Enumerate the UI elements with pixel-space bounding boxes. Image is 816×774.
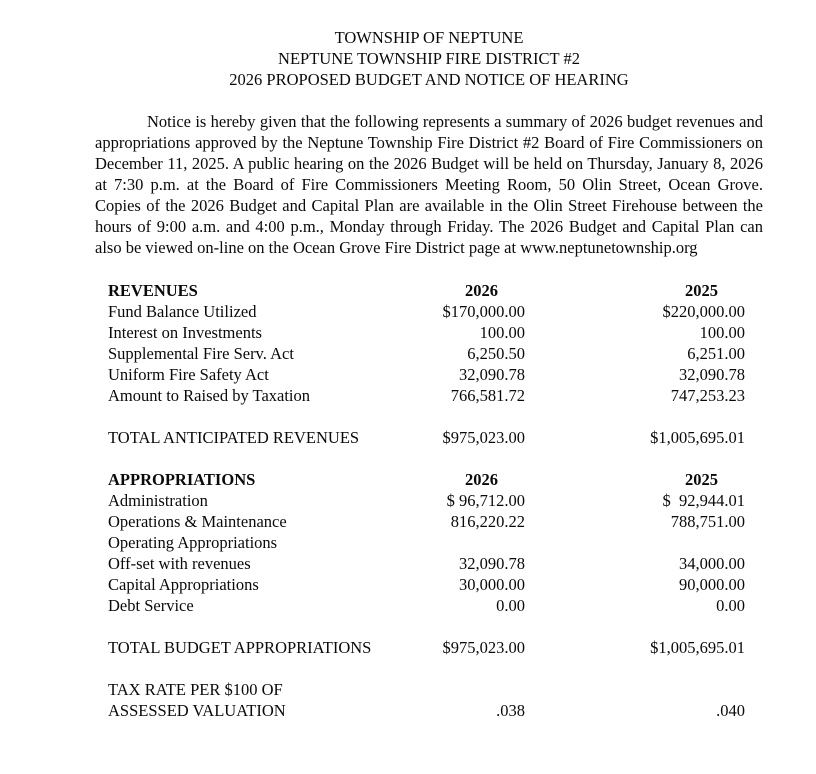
table-row-supplemental: [108, 343, 745, 364]
total-revenues-2025: $1,005,695.01: [650, 428, 745, 447]
value-2025: 34,000.00: [679, 554, 745, 573]
total-anticipated-revenues-row: [108, 427, 745, 448]
column-gap: [525, 553, 625, 574]
value-2026: 816,220.22: [450, 512, 525, 531]
row-label: Fund Balance Utilized: [108, 302, 257, 321]
value-2025: 0.00: [716, 596, 745, 615]
row-label: Uniform Fire Safety Act: [108, 365, 269, 384]
revenues-column-2025: 2025: [685, 281, 718, 300]
row-label: Off-set with revenues: [108, 554, 251, 573]
total-appropriations-label: TOTAL BUDGET APPROPRIATIONS: [108, 638, 372, 657]
table-row-offset-revenues: [108, 553, 745, 574]
column-gap: [525, 574, 625, 595]
value-2026: 30,000.00: [459, 575, 525, 594]
value-2025: $ 92,944.01: [662, 491, 745, 510]
table-row-fund-balance: [108, 301, 745, 322]
appropriations-section: [108, 469, 745, 658]
tax-rate-label: [108, 679, 405, 721]
appropriations-column-2026: 2026: [465, 470, 498, 489]
column-gap: [525, 427, 625, 448]
value-2026: 6,250.50: [467, 344, 525, 363]
title-fire-district: NEPTUNE TOWNSHIP FIRE DISTRICT #2: [278, 49, 580, 68]
value-2026: [405, 532, 525, 553]
revenues-header-row: [108, 280, 745, 301]
appropriations-header-row: [108, 469, 745, 490]
table-row-interest: [108, 322, 745, 343]
total-appropriations-2026: $975,023.00: [442, 638, 525, 657]
table-row-administration: [108, 490, 745, 511]
value-2025: 6,251.00: [687, 344, 745, 363]
notice-paragraph: Notice is hereby given that the following represents a summary of 2026 budget revenues and appropriations approved by the Neptune Township Fire District #2 Board of Fire Commissioners on December 11, 2025. A public hearing on the 2026 Budget will be held on Thursday, January 8, 2026 at 7:30 p.m. at the Board of Fire Commissioners Meeting Room, 50 Olin Street, Ocean Grove. Copies of the 2026 Budget and Capital Plan are available in the Olin Street Firehouse between the hours of 9:00 a.m. and 4:00 p.m., Monday through Friday. The 2026 Budget and Capital Plan can also be viewed on-line on the Ocean Grove Fire District page at www.neptunetownship.org: [95, 112, 763, 257]
table-row-capital-appropriations: [108, 574, 745, 595]
column-gap: [525, 322, 625, 343]
row-label: Operations & Maintenance: [108, 512, 287, 531]
table-row-operating-appropriations: [108, 532, 745, 553]
value-2025: [625, 532, 745, 553]
value-2026: 32,090.78: [459, 554, 525, 573]
appropriations-column-2025: 2025: [685, 470, 718, 489]
document-title-block: [95, 27, 763, 90]
tax-rate-row: [108, 679, 745, 721]
value-2026: $ 96,712.00: [446, 491, 525, 510]
row-label: Operating Appropriations: [108, 533, 278, 552]
value-2026: 0.00: [496, 596, 525, 615]
value-2025: $220,000.00: [662, 302, 745, 321]
total-revenues-label: TOTAL ANTICIPATED REVENUES: [108, 428, 360, 447]
column-gap: [525, 595, 625, 616]
title-budget-hearing: 2026 PROPOSED BUDGET AND NOTICE OF HEARING: [229, 70, 629, 89]
total-budget-appropriations-row: [108, 637, 745, 658]
value-2025: 747,253.23: [670, 386, 745, 405]
table-row-uniform-fire-safety: [108, 364, 745, 385]
tax-rate-2026: .038: [496, 701, 525, 720]
row-label: Capital Appropriations: [108, 575, 259, 594]
revenues-column-2026: 2026: [465, 281, 498, 300]
value-2026: 766,581.72: [450, 386, 525, 405]
total-revenues-2026: $975,023.00: [442, 428, 525, 447]
total-appropriations-2025: $1,005,695.01: [650, 638, 745, 657]
revenues-section-label: REVENUES: [108, 281, 198, 300]
row-label: Amount to Raised by Taxation: [108, 386, 311, 405]
column-gap: [525, 385, 625, 406]
revenues-section: [108, 280, 745, 448]
row-label: Debt Service: [108, 596, 194, 615]
tax-rate-label-line1: TAX RATE PER $100 OF: [108, 680, 283, 699]
column-gap: [525, 532, 625, 553]
row-label: Interest on Investments: [108, 323, 262, 342]
column-gap: [525, 301, 625, 322]
column-gap: [525, 511, 625, 532]
title-township: TOWNSHIP OF NEPTUNE: [334, 28, 524, 47]
table-row-debt-service: [108, 595, 745, 616]
table-row-taxation: [108, 385, 745, 406]
appropriations-section-label: APPROPRIATIONS: [108, 470, 256, 489]
column-gap: [525, 637, 625, 658]
value-2025: 90,000.00: [679, 575, 745, 594]
column-gap: [525, 280, 625, 301]
value-2025: 32,090.78: [679, 365, 745, 384]
column-gap: [525, 364, 625, 385]
value-2025: 788,751.00: [670, 512, 745, 531]
column-gap: [525, 343, 625, 364]
value-2026: $170,000.00: [442, 302, 525, 321]
row-label: Supplemental Fire Serv. Act: [108, 344, 294, 363]
column-gap: [525, 490, 625, 511]
value-2026: 32,090.78: [459, 365, 525, 384]
row-label: Administration: [108, 491, 208, 510]
value-2025: 100.00: [699, 323, 745, 342]
table-row-operations-maintenance: [108, 511, 745, 532]
tax-rate-label-line2: ASSESSED VALUATION: [108, 701, 286, 720]
tax-rate-2025: .040: [716, 701, 745, 720]
value-2026: 100.00: [479, 323, 525, 342]
column-gap: [525, 469, 625, 490]
